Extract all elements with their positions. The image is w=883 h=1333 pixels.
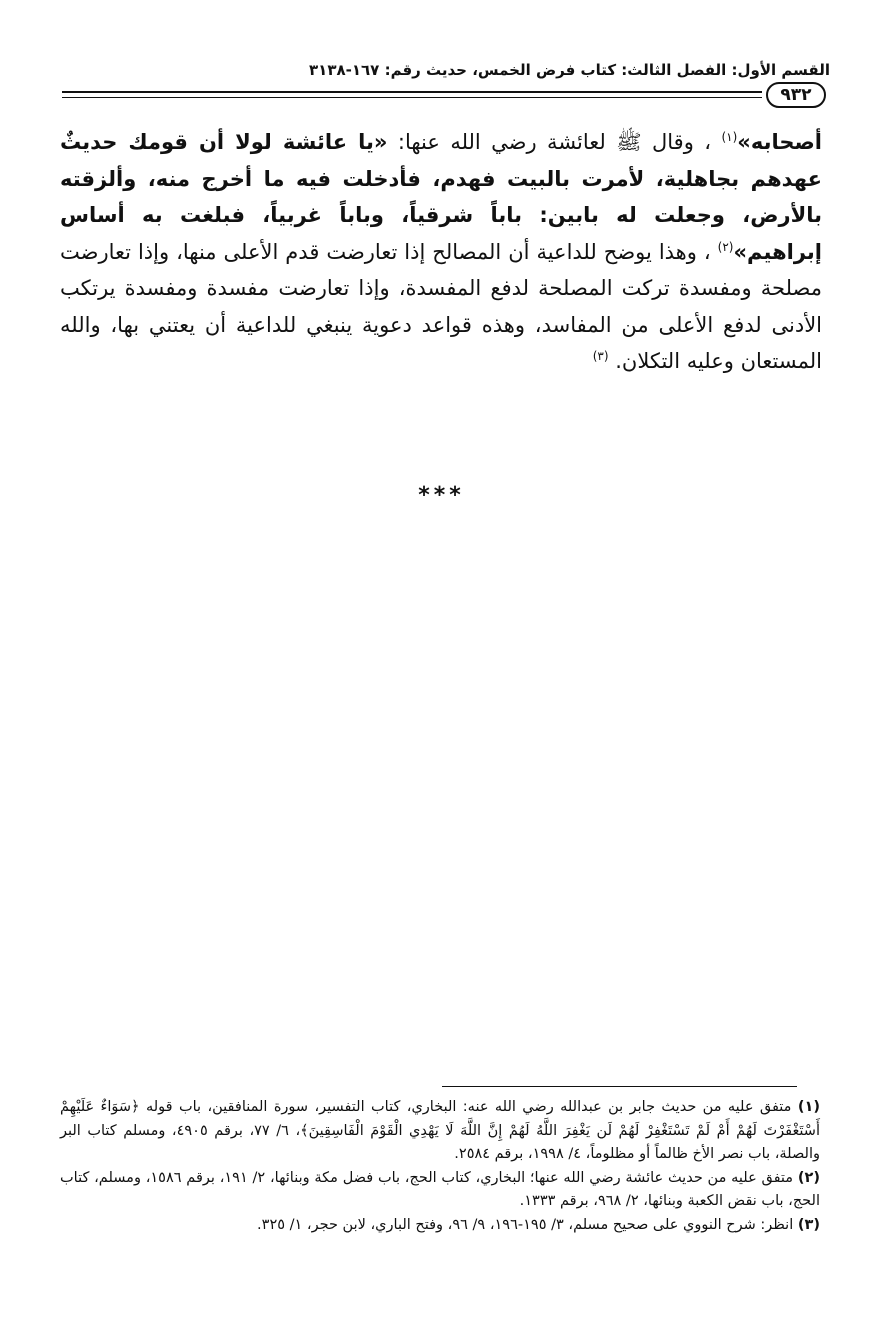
text-fragment-4: ، وهذا يوضح للداعية أن المصالح إذا تعارضت قدم الأعلى منها، وإذا تعارضت مصلحة ومفسدة تركت المصلحة لدفع المفسدة، وإذا تعارضت مفسدة ومفسدة يرتكب الأدنى لدفع الأعلى من المفاسد، وهذه قواعد دعوية ينبغي للداعية أن يعتني بها، والله المستعان وعليه التكلان. [60,239,822,373]
footnote-ref-2[interactable]: (٢) [717,239,734,254]
footnote-text: متفق عليه من حديث جابر بن عبدالله رضي الله عنه: البخاري، كتاب التفسير، سورة المنافقين، باب قوله ﴿سَوَاءٌ عَلَيْهِمْ أَسْتَغْفَرْتَ لَهُمْ أَمْ لَمْ تَسْتَغْفِرْ لَهُمْ لَن يَغْفِرَ اللَّهُ لَهُمْ إِنَّ اللَّهَ لَا يَهْدِي الْقَوْمَ الْفَاسِقِينَ﴾، ٦/ ٧٧، برقم ٤٩٠٥، ومسلم كتاب البر والصلة، باب نصر الأخ ظالماً أو مظلوماً، ٤/ ١٩٩٨، برقم ٢٥٨٤. [60,1099,820,1162]
header-double-rule [62,91,762,98]
footnote-item [60,1214,820,1238]
hadith-quote: «يا عائشة لولا أن قومك حديثٌ عهدهم بجاهلية، لأمرت بالبيت فهدم، فأدخلت فيه ما أخرج منه، وألزقته بالأرض، وجعلت له بابين: باباً شرقياً، وباباً غربياً، فبلغت به أساس إبراهيم» [60,130,822,264]
running-header-title: القسم الأول: الفصل الثالث: كتاب فرض الخمس، حديث رقم: ١٦٧-٣١٣٨ [309,61,830,79]
footnote-item [60,1167,820,1214]
footnotes-section [60,1096,820,1237]
footnote-number: (٢) [797,1169,820,1186]
footnote-separator-rule [442,1086,797,1087]
footnote-number: (٣) [797,1216,820,1233]
footnote-number: (١) [797,1099,820,1115]
main-paragraph [60,124,822,380]
footnote-item [60,1096,820,1167]
footnote-text: متفق عليه من حديث عائشة رضي الله عنها؛ البخاري، كتاب الحج، باب فضل مكة وبنائها، ٢/ ١٩١، برقم ١٥٨٦، ومسلم، كتاب الحج، باب نقض الكعبة وبنائها، ٢/ ٩٦٨، برقم ١٣٣٣. [60,1169,820,1209]
page-number-badge: ٩٣٢ [766,82,826,108]
footnote-ref-3[interactable]: (٣) [592,349,609,363]
text-fragment-1: أصحابه» [737,130,822,154]
text-fragment-2: ، وقال ﷺ لعائشة رضي الله عنها: [387,130,712,154]
footnote-text: انظر: شرح النووي على صحيح مسلم، ٣/ ١٩٥-١٩٦، ٩/ ٩٦، وفتح الباري، لابن حجر، ١/ ٣٢٥. [257,1216,794,1233]
section-divider-stars: *** [418,483,465,508]
footnote-ref-1[interactable]: (١) [721,130,738,144]
